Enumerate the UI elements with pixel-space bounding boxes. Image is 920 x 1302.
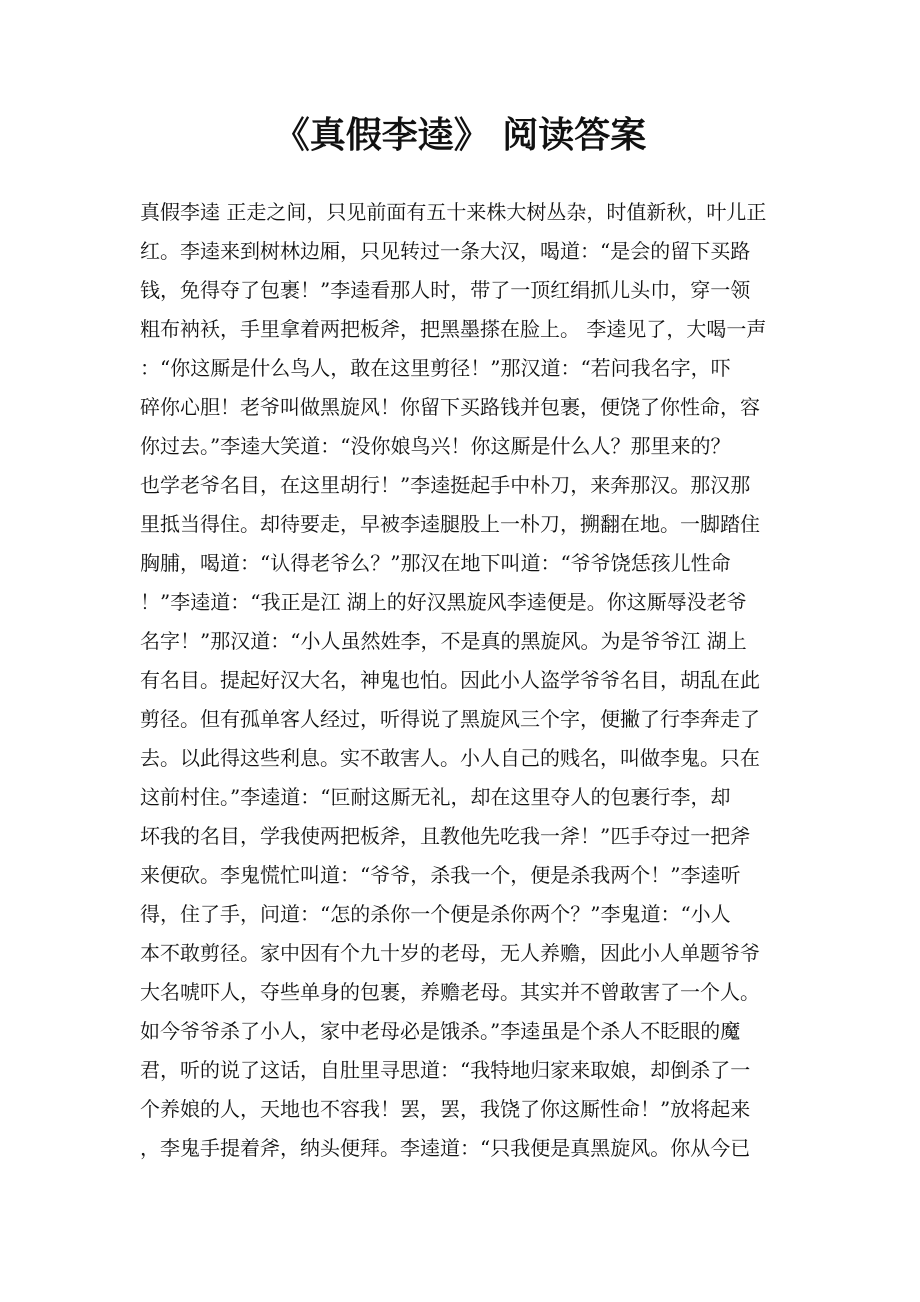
text-line: 里抵当得住。却待要走，早被李逵腿股上一朴刀，搠翻在地。一脚踏住: [140, 512, 760, 536]
text-line: 剪径。但有孤单客人经过，听得说了黑旋风三个字，便撇了行李奔走了: [140, 707, 760, 731]
text-line: 本不敢剪径。家中因有个九十岁的老母，无人养赡，因此小人单题爷爷: [140, 941, 760, 965]
text-line: 红。李逵来到树林边厢，只见转过一条大汉，喝道：“是会的留下买路: [140, 239, 751, 263]
text-line: 碎你心胆！老爷叫做黑旋风！你留下买路钱并包裹，便饶了你性命，容: [140, 395, 760, 419]
document-title: 《真假李逵》 阅读答案: [273, 115, 647, 156]
text-line: 有名目。提起好汉大名，神鬼也怕。因此小人盗学爷爷名目，胡乱在此: [140, 668, 760, 692]
text-line: 钱，免得夺了包裹！”李逵看那人时，带了一顶红绢抓儿头巾，穿一领: [140, 278, 751, 302]
text-line: 君，听的说了这话，自肚里寻思道：“我特地归家来取娘，却倒杀了一: [140, 1058, 751, 1082]
body-text: [140, 193, 790, 1168]
text-line: ：“你这厮是什么鸟人，敢在这里剪径！”那汉道：“若问我名字，吓: [140, 356, 731, 380]
text-line: 胸脯，喝道：“认得老爷么？”那汉在地下叫道：“爷爷饶恁孩儿性命: [140, 551, 731, 575]
text-line: 你过去。”李逵大笑道：“没你娘鸟兴！你这厮是什么人？那里来的？: [140, 434, 731, 458]
text-line: 去。以此得这些利息。实不敢害人。小人自己的贱名，叫做李鬼。只在: [140, 746, 760, 770]
text-line: 坏我的名目，学我使两把板斧，且教他先吃我一斧！”匹手夺过一把斧: [140, 824, 751, 848]
text-line: 名字！”那汉道：“小人虽然姓李，不是真的黑旋风。为是爷爷江 湖上: [140, 629, 747, 653]
text-line: 粗布衲袄，手里拿着两把板斧，把黑墨搽在脸上。 李逵见了，大喝一声: [140, 317, 767, 341]
text-line: 如今爷爷杀了小人，家中老母必是饿杀。”李逵虽是个杀人不眨眼的魔: [140, 1019, 741, 1043]
text-line: 来便砍。李鬼慌忙叫道：“爷爷，杀我一个，便是杀我两个！”李逵听: [140, 863, 741, 887]
text-line: 真假李逵 正走之间，只见前面有五十来株大树丛杂，时值新秋，叶儿正: [140, 200, 767, 224]
text-line: 这前村住。”李逵道：“叵耐这厮无礼，却在这里夺人的包裹行李，却: [140, 785, 731, 809]
text-line: 也学老爷名目，在这里胡行！”李逵挺起手中朴刀，来奔那汉。那汉那: [140, 473, 751, 497]
text-line: ，李鬼手提着斧，纳头便拜。李逵道：“只我便是真黑旋风。你从今已: [140, 1136, 751, 1160]
text-line: ！”李逵道：“我正是江 湖上的好汉黑旋风李逵便是。你这厮辱没老爷: [140, 590, 747, 614]
text-line: 大名唬吓人，夺些单身的包裹，养赡老母。其实并不曾敢害了一个人。: [140, 980, 760, 1004]
text-line: 个养娘的人，天地也不容我！罢，罢，我饶了你这厮性命！”放将起来: [140, 1097, 751, 1121]
text-line: 得，住了手，问道：“怎的杀你一个便是杀你两个？”李鬼道：“小人: [140, 902, 731, 926]
